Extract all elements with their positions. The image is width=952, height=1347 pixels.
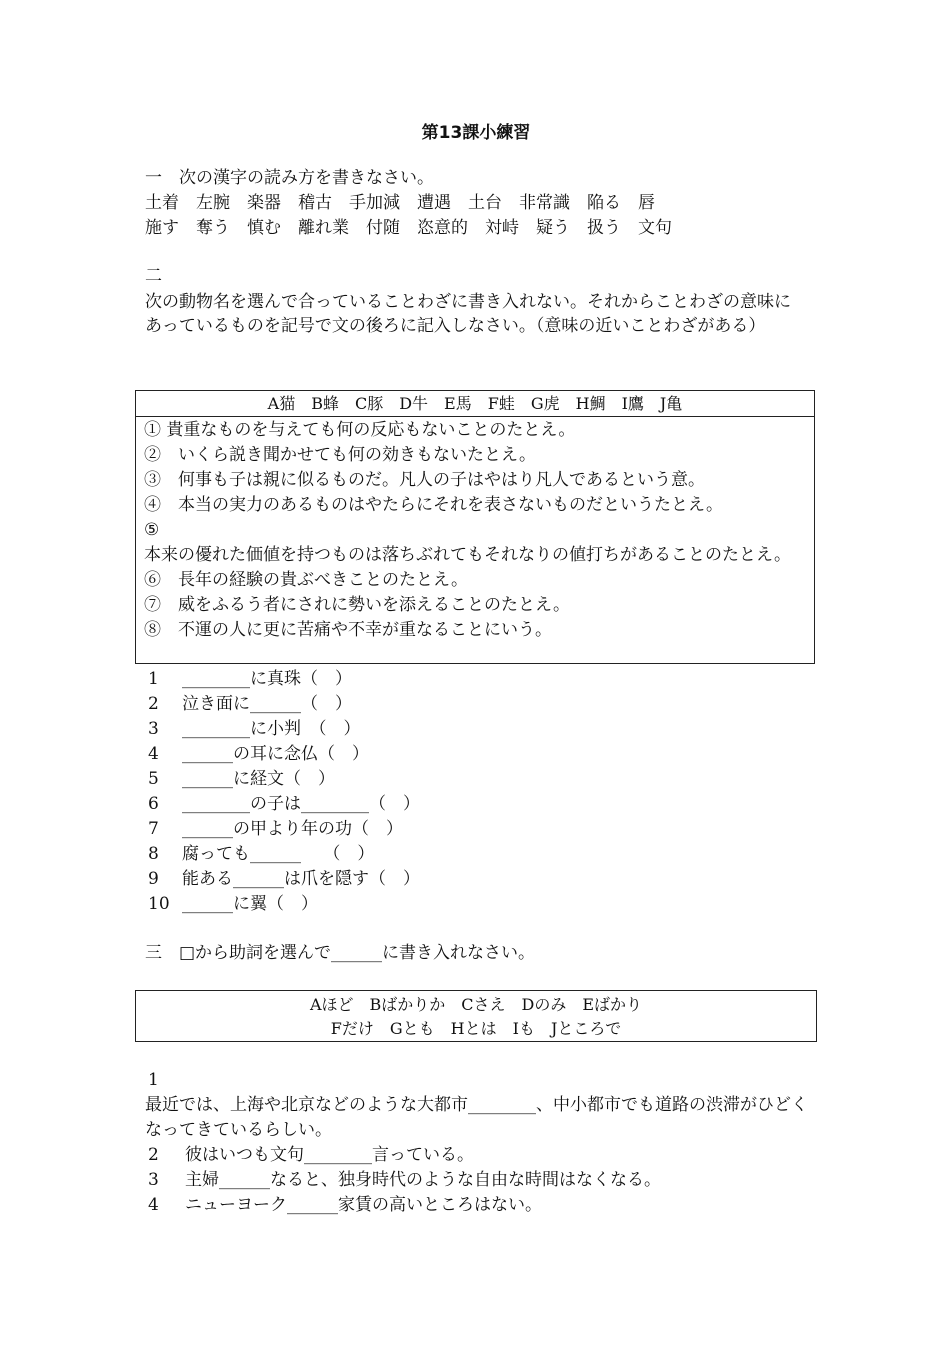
section1-heading: 一 次の漢字の読み方を書きなさい。 bbox=[145, 168, 434, 188]
particle-questions bbox=[145, 1068, 810, 1218]
proverb-questions bbox=[148, 667, 420, 917]
meaning-list bbox=[136, 417, 814, 643]
kanji-row-1: 土着 左腕 楽器 稽古 手加減 遭遇 土台 非常識 陥る 唇 bbox=[145, 193, 655, 213]
kanji-row-2: 施す 奪う 慎む 離れ業 付随 恣意的 対峙 疑う 扱う 文句 bbox=[145, 218, 672, 238]
particle-options-box bbox=[135, 990, 817, 1042]
question-row: 4 ニューヨーク______家賃の高いところはない。 bbox=[148, 1195, 542, 1215]
question-row: 9 能ある______は爪を隠す（ ） bbox=[148, 869, 420, 889]
question-row: 3 ________に小判 （ ） bbox=[148, 719, 361, 739]
meaning-item: ③ 何事も子は親に似るものだ。凡人の子はやはり凡人であるという意。 bbox=[144, 470, 705, 490]
meaning-item: ② いくら説き聞かせても何の効きもないたとえ。 bbox=[144, 445, 537, 465]
question-number: 1 bbox=[148, 1070, 159, 1090]
question-row: 2 彼はいつも文句________言っている。 bbox=[148, 1145, 474, 1165]
meaning-item: ④ 本当の実力のあるものはやたらにそれを表さないものだというたとえ。 bbox=[144, 495, 724, 515]
animal-options: A猫 B蜂 C豚 D牛 E馬 F蛙 G虎 H鯛 I鷹 J亀 bbox=[136, 391, 814, 417]
section2-number: 二 bbox=[145, 266, 162, 286]
particle-options-line-1: Aほど Bばかりか Cさえ Dのみ Eばかり bbox=[309, 995, 643, 1014]
question-row: 3 主婦______なると、独身時代のような自由な時間はなくなる。 bbox=[148, 1170, 661, 1190]
meaning-item: ⑤ bbox=[144, 520, 160, 540]
question-row: 5 ______に経文（ ） bbox=[148, 769, 335, 789]
particle-options-line-2: Fだけ Gとも Hとは Iも Jところで bbox=[330, 1019, 622, 1038]
animal-options-box bbox=[135, 390, 815, 664]
question-row: 7 ______の甲より年の功（ ） bbox=[148, 819, 403, 839]
meaning-item: ⑦ 威をふるう者にされに勢いを添えることのたとえ。 bbox=[144, 595, 571, 615]
meaning-item: ① 貴重なものを与えても何の反応もないことのたとえ。 bbox=[144, 420, 576, 440]
section2-instructions: 次の動物名を選んで合っていることわざに書き入れない。それからことわざの意味にあっているものを記号で文の後ろに記入しなさい。（意味の近いことわざがある） bbox=[145, 292, 791, 336]
section3-heading: 三 □から助詞を選んで______に書き入れなさい。 bbox=[145, 943, 536, 963]
question-row: 4 ______の耳に念仏（ ） bbox=[148, 744, 369, 764]
meaning-item: 本来の優れた価値を持つものは落ちぶれてもそれなりの値打ちがあることのたとえ。 bbox=[144, 545, 792, 565]
question-row: 10 ______に翼（ ） bbox=[148, 894, 318, 914]
meaning-item: ⑧ 不運の人に更に苦痛や不幸が重なることにいう。 bbox=[144, 620, 552, 640]
question-row: 6 ________の子は________（ ） bbox=[148, 794, 420, 814]
meaning-item: ⑥ 長年の経験の貴ぶべきことのたとえ。 bbox=[144, 570, 469, 590]
question-row: 1 ________に真珠（ ） bbox=[148, 669, 352, 689]
question-text: 最近では、上海や北京などのような大都市________、中小都市でも道路の渋滞がひどくなってきているらしい。 bbox=[145, 1095, 808, 1140]
question-row: 8 腐っても______ （ ） bbox=[148, 844, 375, 864]
page-title: 第13課小練習 bbox=[421, 123, 531, 143]
question-row: 2 泣き面に______（ ） bbox=[148, 694, 352, 714]
